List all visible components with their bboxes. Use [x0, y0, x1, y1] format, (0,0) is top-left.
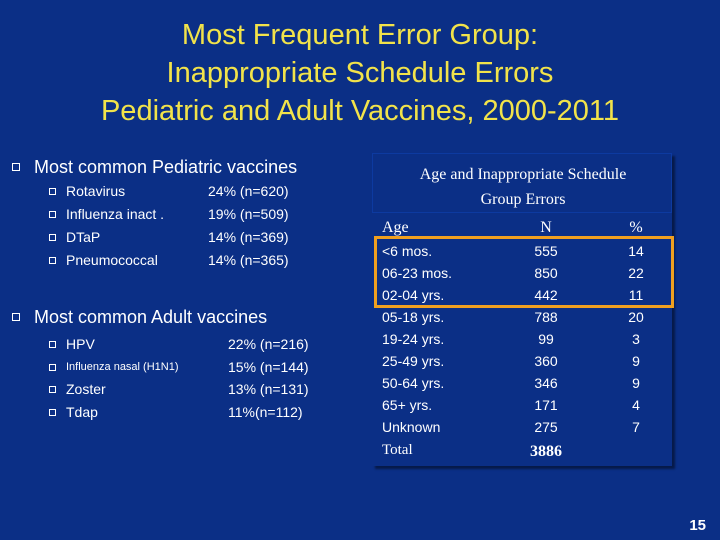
square-bullet-icon — [49, 341, 56, 348]
vaccine-percent: 15% (n=144) — [228, 359, 309, 375]
n-cell: 99 — [538, 331, 554, 347]
age-cell: 19-24 yrs. — [382, 331, 445, 347]
vaccine-percent: 11%(n=112) — [228, 404, 303, 420]
slide-title — [0, 16, 720, 130]
pediatric-heading-text: Most common Pediatric vaccines — [34, 157, 298, 177]
n-cell: 442 — [534, 287, 558, 303]
vaccine-percent: 24% (n=620) — [208, 183, 289, 199]
percent-cell: 3 — [632, 331, 640, 347]
vaccine-name: HPV — [66, 336, 95, 352]
vaccine-name: Rotavirus — [66, 183, 126, 199]
n-cell: 171 — [534, 397, 558, 413]
square-bullet-icon — [49, 257, 56, 264]
highlight-box — [374, 236, 674, 308]
square-bullet-icon — [49, 234, 56, 241]
vaccine-percent: 22% (n=216) — [228, 336, 309, 352]
age-cell: 50-64 yrs. — [382, 375, 445, 391]
vaccine-name: DTaP — [66, 229, 101, 245]
vaccine-name: Zoster — [66, 381, 106, 397]
age-cell: 02-04 yrs. — [382, 287, 445, 303]
age-table-panel — [372, 153, 672, 466]
column-header-n: N — [540, 219, 552, 236]
n-cell: 555 — [534, 243, 558, 259]
square-bullet-icon — [12, 313, 20, 321]
n-cell: 346 — [534, 375, 558, 391]
vaccine-name: Influenza nasal (H1N1) — [66, 361, 179, 373]
total-label: Total — [382, 442, 413, 458]
title-line-3: Pediatric and Adult Vaccines, 2000-2011 — [100, 95, 620, 127]
percent-cell: 9 — [632, 353, 640, 369]
n-cell: 360 — [534, 353, 558, 369]
percent-cell: 11 — [628, 287, 644, 303]
vaccine-percent: 13% (n=131) — [228, 381, 309, 397]
table-title-line-1: Age and Inappropriate Schedule — [419, 166, 627, 183]
square-bullet-icon — [49, 409, 56, 416]
table-title-box — [372, 153, 672, 213]
column-header-age: Age — [382, 219, 409, 236]
n-cell: 788 — [534, 309, 558, 325]
total-value: 3886 — [530, 443, 562, 460]
table-title — [373, 162, 673, 212]
title-line-1: Most Frequent Error Group: — [181, 19, 539, 51]
percent-cell: 20 — [628, 309, 644, 325]
percent-cell: 4 — [632, 397, 640, 413]
vaccine-percent: 19% (n=509) — [208, 206, 289, 222]
slide-number: 15 — [689, 517, 706, 534]
table-title-line-2: Group Errors — [480, 191, 566, 208]
vaccine-name: Influenza inact . — [66, 206, 165, 222]
square-bullet-icon — [49, 211, 56, 218]
age-cell: 05-18 yrs. — [382, 309, 445, 325]
square-bullet-icon — [49, 386, 56, 393]
percent-cell: 9 — [632, 375, 640, 391]
n-cell: 850 — [534, 265, 558, 281]
age-cell: 25-49 yrs. — [382, 353, 445, 369]
age-cell: 65+ yrs. — [382, 397, 433, 413]
square-bullet-icon — [12, 163, 20, 171]
age-cell: 06-23 mos. — [382, 265, 453, 281]
column-header-percent: % — [629, 219, 643, 236]
vaccine-percent: 14% (n=369) — [208, 229, 289, 245]
age-cell: <6 mos. — [382, 243, 433, 259]
vaccine-percent: 14% (n=365) — [208, 252, 289, 268]
percent-cell: 14 — [628, 243, 644, 259]
vaccine-name: Tdap — [66, 404, 98, 420]
n-cell: 275 — [534, 419, 558, 435]
title-line-2: Inappropriate Schedule Errors — [166, 57, 554, 89]
percent-cell: 22 — [628, 265, 644, 281]
adult-heading-text: Most common Adult vaccines — [34, 307, 268, 327]
percent-cell: 7 — [632, 419, 640, 435]
vaccine-name: Pneumococcal — [66, 252, 158, 268]
square-bullet-icon — [49, 188, 56, 195]
square-bullet-icon — [49, 364, 56, 371]
age-cell: Unknown — [382, 419, 441, 435]
